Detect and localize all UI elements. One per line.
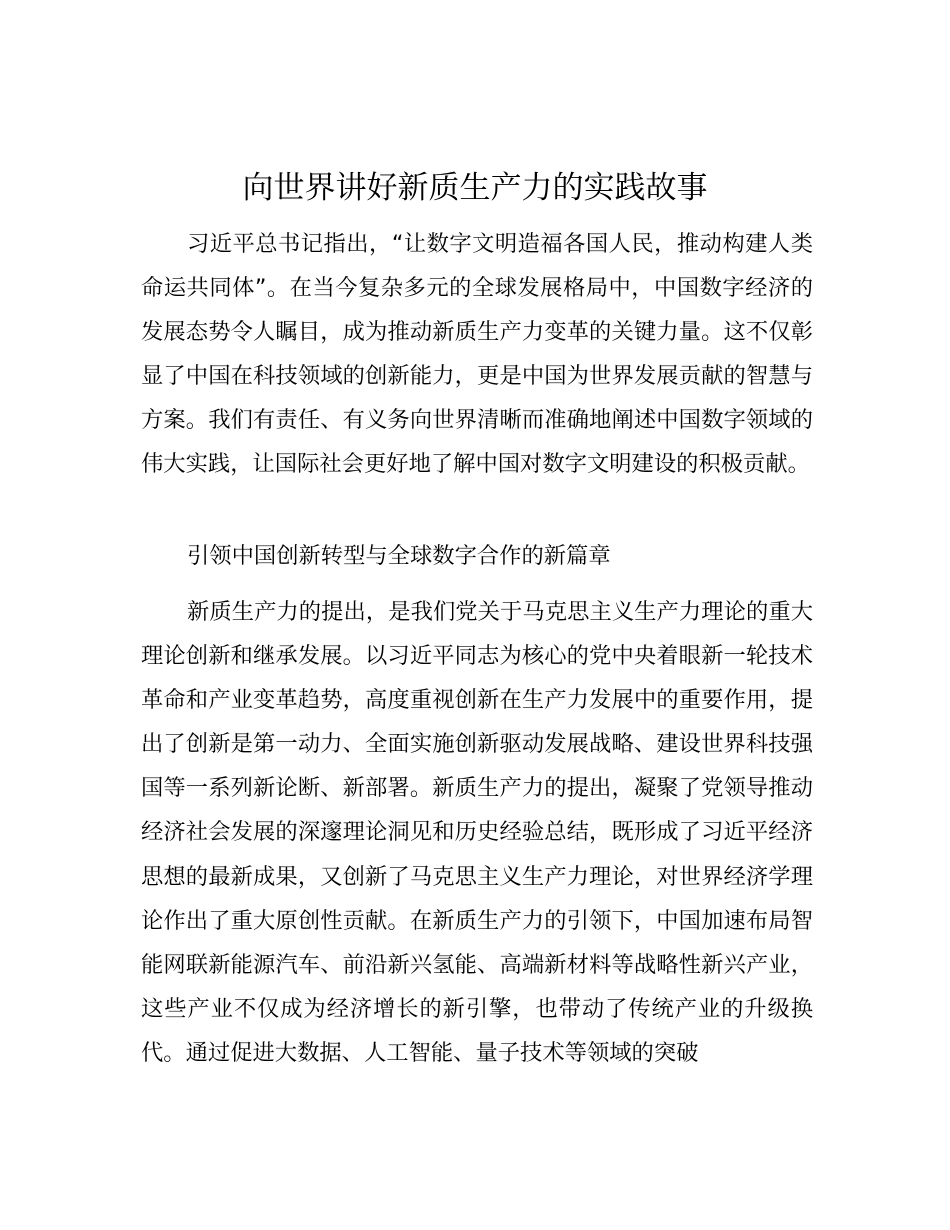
paragraph-body: 新质生产力的提出，是我们党关于马克思主义生产力理论的重大理论创新和继承发展。以习近平同志为核心的党中央着眼新一轮技术革命和产业变革趋势，高度重视创新在生产力发展中的重要作用，提出了创新是第一动力、全面实施创新驱动发展战略、建设世界科技强国等一系列新论断、新部署。新质生产力的提出，凝聚了党领导推动经济社会发展的深邃理论洞见和历史经验总结，既形成了习近平经济思想的最新成果，又创新了马克思主义生产力理论，对世界经济学理论作出了重大原创性贡献。在新质生产力的引领下，中国加速布局智能网联新能源汽车、前沿新兴氢能、高端新材料等战略性新兴产业，这些产业不仅成为经济增长的新引擎，也带动了传统产业的升级换代。通过促进大数据、人工智能、量子技术等领域的突破 <box>141 599 813 1066</box>
paragraph-intro: 习近平总书记指出，“让数字文明造福各国人民，推动构建人类命运共同体”。在当今复杂多元的全球发展格局中，中国数字经济的发展态势令人瞩目，成为推动新质生产力变革的关键力量。这不仅彰显了中国在科技领域的创新能力，更是中国为世界发展贡献的智慧与方案。我们有责任、有义务向世界清晰而准确地阐述中国数字领域的伟大实践，让国际社会更好地了解中国对数字文明建设的积极贡献。 <box>141 231 813 478</box>
section-heading: 引领中国创新转型与全球数字合作的新篇章 <box>187 543 611 569</box>
document-title: 向世界讲好新质生产力的实践故事 <box>242 170 708 206</box>
